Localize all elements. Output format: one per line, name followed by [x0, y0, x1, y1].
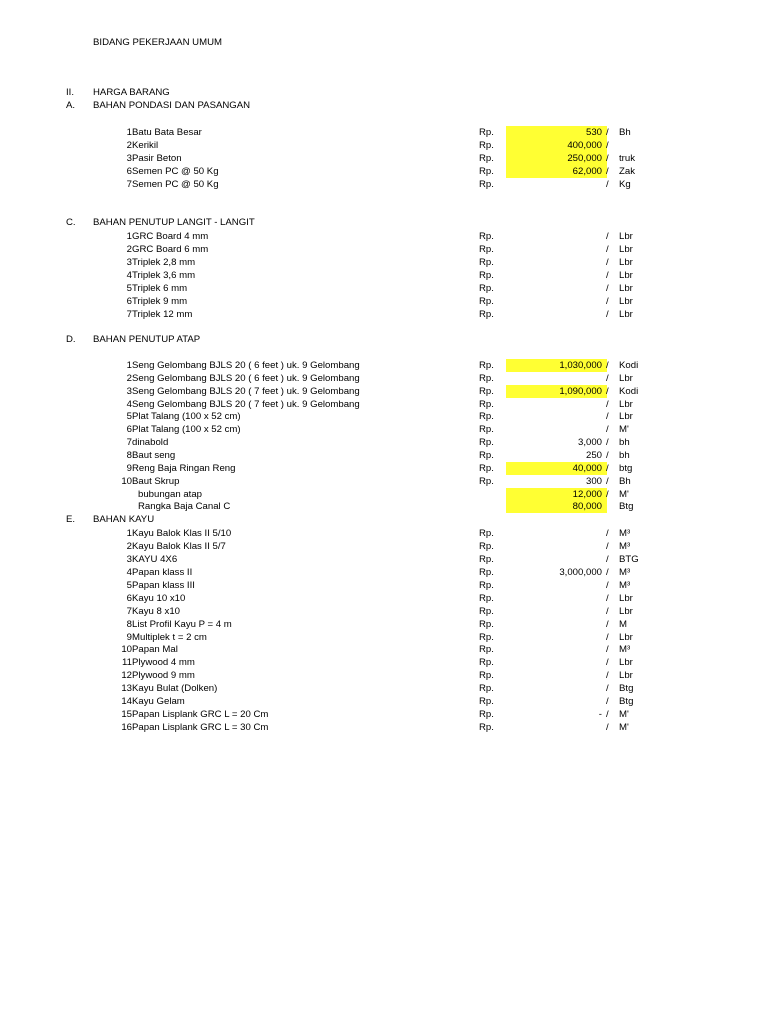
- table-row: [0, 643, 768, 656]
- per-separator: /: [606, 283, 609, 294]
- per-separator: /: [606, 179, 609, 190]
- item-unit: Lbr: [619, 606, 633, 617]
- item-name: Seng Gelombang BJLS 20 ( 7 feet ) uk. 9 Gelombang: [132, 386, 360, 397]
- table-row: [0, 436, 768, 449]
- section-a-label: A.: [66, 100, 76, 111]
- currency-label: Rp.: [479, 399, 494, 410]
- item-unit: Lbr: [619, 657, 633, 668]
- table-row: [0, 256, 768, 269]
- currency-label: Rp.: [479, 528, 494, 539]
- item-unit: M': [619, 709, 629, 720]
- item-number: 13: [121, 683, 132, 694]
- item-name: Seng Gelombang BJLS 20 ( 6 feet ) uk. 9 Gelombang: [132, 373, 360, 384]
- item-unit: M³: [619, 580, 631, 591]
- currency-label: Rp.: [479, 309, 494, 320]
- per-separator: /: [606, 593, 609, 604]
- item-number: 6: [126, 166, 132, 177]
- item-number: 16: [121, 722, 132, 733]
- item-number: 7: [126, 437, 132, 448]
- item-number: 2: [126, 541, 132, 552]
- table-row: [0, 682, 768, 695]
- item-number: 2: [126, 140, 132, 151]
- currency-label: Rp.: [479, 463, 494, 474]
- item-price: 530: [585, 127, 602, 138]
- item-unit: M³: [619, 567, 631, 578]
- per-separator: /: [606, 632, 609, 643]
- table-row: [0, 553, 768, 566]
- currency-label: Rp.: [479, 644, 494, 655]
- item-name: Kayu Gelam: [132, 696, 185, 707]
- item-name: Kayu 8 x10: [132, 606, 181, 617]
- currency-label: Rp.: [479, 386, 494, 397]
- item-name: Triplek 6 mm: [132, 283, 188, 294]
- table-row: [0, 462, 768, 475]
- per-separator: /: [606, 619, 609, 630]
- item-number: 9: [126, 463, 132, 474]
- per-separator: /: [606, 386, 609, 397]
- table-row: [0, 566, 768, 579]
- item-name: Reng Baja Ringan Reng: [132, 463, 236, 474]
- item-number: 2: [126, 373, 132, 384]
- per-separator: /: [606, 657, 609, 668]
- item-unit: M³: [619, 528, 631, 539]
- item-name: Triplek 9 mm: [132, 296, 188, 307]
- table-row: [0, 385, 768, 398]
- item-unit: Lbr: [619, 373, 633, 384]
- item-unit: btg: [619, 463, 633, 474]
- per-separator: /: [606, 644, 609, 655]
- table-row: [0, 695, 768, 708]
- table-row: [0, 721, 768, 734]
- currency-label: Rp.: [479, 632, 494, 643]
- per-separator: /: [606, 399, 609, 410]
- item-number: 2: [126, 244, 132, 255]
- item-price: 3,000: [577, 437, 602, 448]
- item-price: 40,000: [572, 463, 602, 474]
- item-unit: Lbr: [619, 231, 633, 242]
- item-price: 400,000: [567, 140, 602, 151]
- section-c-title: BAHAN PENUTUP LANGIT - LANGIT: [93, 217, 255, 228]
- per-separator: /: [606, 670, 609, 681]
- section-c-label: C.: [66, 217, 76, 228]
- item-unit: Lbr: [619, 309, 633, 320]
- currency-label: Rp.: [479, 683, 494, 694]
- item-price: 1,090,000: [559, 386, 602, 397]
- item-number: 3: [126, 153, 132, 164]
- table-row: [0, 605, 768, 618]
- per-separator: /: [606, 722, 609, 733]
- per-separator: /: [606, 450, 609, 461]
- item-name: GRC Board 6 mm: [132, 244, 209, 255]
- item-name: Multiplek t = 2 cm: [132, 632, 207, 643]
- item-number: 8: [126, 450, 132, 461]
- item-unit: bh: [619, 437, 630, 448]
- item-name: dinabold: [132, 437, 169, 448]
- item-number: 5: [126, 283, 132, 294]
- item-unit: M': [619, 489, 629, 500]
- item-name: Papan Lisplank GRC L = 30 Cm: [132, 722, 269, 733]
- per-separator: /: [606, 231, 609, 242]
- item-number: 11: [122, 657, 132, 668]
- currency-label: Rp.: [479, 283, 494, 294]
- table-row: [0, 308, 768, 321]
- item-name: bubungan atap: [138, 489, 203, 500]
- currency-label: Rp.: [479, 476, 494, 487]
- item-unit: BTG: [619, 554, 639, 565]
- currency-label: Rp.: [479, 606, 494, 617]
- item-name: Triplek 2,8 mm: [132, 257, 196, 268]
- item-unit: M': [619, 722, 629, 733]
- per-separator: /: [606, 127, 609, 138]
- table-row: [0, 243, 768, 256]
- item-unit: M: [619, 619, 627, 630]
- item-name: Semen PC @ 50 Kg: [132, 166, 219, 177]
- item-number: 8: [126, 619, 132, 630]
- item-unit: Btg: [619, 683, 634, 694]
- item-name: Baut seng: [132, 450, 176, 461]
- item-unit: Lbr: [619, 244, 633, 255]
- table-row: [0, 178, 768, 191]
- item-unit: Lbr: [619, 632, 633, 643]
- currency-label: Rp.: [479, 437, 494, 448]
- table-row: [0, 282, 768, 295]
- table-row: [0, 423, 768, 436]
- per-separator: /: [606, 554, 609, 565]
- currency-label: Rp.: [479, 127, 494, 138]
- per-separator: /: [606, 541, 609, 552]
- table-row: [0, 592, 768, 605]
- item-number: 6: [126, 593, 132, 604]
- currency-label: Rp.: [479, 153, 494, 164]
- currency-label: Rp.: [479, 296, 494, 307]
- currency-label: Rp.: [479, 696, 494, 707]
- per-separator: /: [606, 683, 609, 694]
- per-separator: /: [606, 153, 609, 164]
- item-price: 12,000: [572, 489, 602, 500]
- item-name: Kayu Balok Klas II 5/10: [132, 528, 232, 539]
- table-row: [0, 359, 768, 372]
- item-unit: Lbr: [619, 270, 633, 281]
- item-number: 4: [126, 270, 132, 281]
- item-number: 5: [126, 411, 132, 422]
- section-ii-label: II.: [66, 87, 74, 98]
- table-row: [0, 669, 768, 682]
- item-unit: M': [619, 424, 629, 435]
- item-number: 10: [121, 644, 132, 655]
- item-unit: Lbr: [619, 411, 633, 422]
- currency-label: Rp.: [479, 424, 494, 435]
- item-name: Papan klass II: [132, 567, 193, 578]
- item-number: 7: [126, 606, 132, 617]
- per-separator: /: [606, 709, 609, 720]
- per-separator: /: [606, 463, 609, 474]
- item-name: Kayu Balok Klas II 5/7: [132, 541, 226, 552]
- currency-label: Rp.: [479, 411, 494, 422]
- item-price: 250: [585, 450, 602, 461]
- table-row: [0, 295, 768, 308]
- item-name: Plat Talang (100 x 52 cm): [132, 411, 241, 422]
- item-name: Papan Mal: [132, 644, 178, 655]
- item-name: Kerikil: [132, 140, 159, 151]
- item-unit: Kg: [619, 179, 631, 190]
- item-number: 1: [126, 231, 132, 242]
- item-number: 9: [126, 632, 132, 643]
- section-d-title: BAHAN PENUTUP ATAP: [93, 334, 201, 345]
- table-row: [0, 152, 768, 165]
- per-separator: /: [606, 696, 609, 707]
- item-name: Papan Lisplank GRC L = 20 Cm: [132, 709, 269, 720]
- table-row: [0, 269, 768, 282]
- item-number: 3: [126, 554, 132, 565]
- per-separator: /: [606, 140, 609, 151]
- per-separator: /: [606, 411, 609, 422]
- item-number: 7: [126, 179, 132, 190]
- currency-label: Rp.: [479, 580, 494, 591]
- item-name: Kayu 10 x10: [132, 593, 186, 604]
- page-title: BIDANG PEKERJAAN UMUM: [93, 37, 223, 48]
- item-name: Papan klass III: [132, 580, 195, 591]
- currency-label: Rp.: [479, 373, 494, 384]
- per-separator: /: [606, 244, 609, 255]
- currency-label: Rp.: [479, 541, 494, 552]
- item-number: 4: [126, 567, 132, 578]
- item-unit: Lbr: [619, 283, 633, 294]
- per-separator: /: [606, 606, 609, 617]
- table-row: [0, 618, 768, 631]
- per-separator: /: [606, 567, 609, 578]
- currency-label: Rp.: [479, 360, 494, 371]
- item-name: Triplek 3,6 mm: [132, 270, 196, 281]
- per-separator: /: [606, 437, 609, 448]
- item-name: GRC Board 4 mm: [132, 231, 209, 242]
- section-a-title: BAHAN PONDASI DAN PASANGAN: [93, 100, 251, 111]
- section-d-label: D.: [66, 334, 76, 345]
- table-row: [0, 139, 768, 152]
- item-unit: Lbr: [619, 257, 633, 268]
- item-number: 10: [121, 476, 132, 487]
- item-unit: Lbr: [619, 670, 633, 681]
- item-number: 15: [121, 709, 132, 720]
- item-number: 3: [126, 386, 132, 397]
- item-name: Triplek 12 mm: [132, 309, 193, 320]
- table-row: [0, 449, 768, 462]
- currency-label: Rp.: [479, 567, 494, 578]
- item-unit: Bh: [619, 127, 631, 138]
- item-name: Plat Talang (100 x 52 cm): [132, 424, 241, 435]
- table-row: [0, 500, 768, 513]
- per-separator: /: [606, 166, 609, 177]
- item-number: 12: [121, 670, 132, 681]
- item-unit: Bh: [619, 476, 631, 487]
- per-separator: /: [606, 296, 609, 307]
- table-row: [0, 372, 768, 385]
- per-separator: /: [606, 373, 609, 384]
- table-row: [0, 126, 768, 139]
- item-unit: Kodi: [619, 360, 639, 371]
- table-row: [0, 230, 768, 243]
- currency-label: Rp.: [479, 657, 494, 668]
- item-number: 1: [126, 528, 132, 539]
- item-unit: M³: [619, 644, 631, 655]
- section-ii-title: HARGA BARANG: [93, 87, 170, 98]
- item-price: 250,000: [567, 153, 602, 164]
- currency-label: Rp.: [479, 257, 494, 268]
- item-price: 1,030,000: [559, 360, 602, 371]
- per-separator: /: [606, 528, 609, 539]
- item-name: Batu Bata Besar: [132, 127, 202, 138]
- item-name: Baut Skrup: [132, 476, 180, 487]
- item-name: Seng Gelombang BJLS 20 ( 6 feet ) uk. 9 Gelombang: [132, 360, 360, 371]
- item-unit: Lbr: [619, 593, 633, 604]
- currency-label: Rp.: [479, 231, 494, 242]
- per-separator: /: [606, 257, 609, 268]
- item-name: Kayu Bulat (Dolken): [132, 683, 218, 694]
- item-price: 300: [585, 476, 602, 487]
- currency-label: Rp.: [479, 179, 494, 190]
- item-name: Semen PC @ 50 Kg: [132, 179, 219, 190]
- item-unit: Btg: [619, 696, 634, 707]
- per-separator: /: [606, 270, 609, 281]
- currency-label: Rp.: [479, 619, 494, 630]
- item-name: Pasir Beton: [132, 153, 182, 164]
- per-separator: /: [606, 309, 609, 320]
- table-row: [0, 708, 768, 721]
- item-number: 6: [126, 424, 132, 435]
- item-name: KAYU 4X6: [132, 554, 178, 565]
- item-unit: M³: [619, 541, 631, 552]
- item-name: List Profil Kayu P = 4 m: [132, 619, 232, 630]
- currency-label: Rp.: [479, 709, 494, 720]
- per-separator: /: [606, 424, 609, 435]
- currency-label: Rp.: [479, 140, 494, 151]
- item-name: Seng Gelombang BJLS 20 ( 7 feet ) uk. 9 Gelombang: [132, 399, 360, 410]
- item-number: 3: [126, 257, 132, 268]
- item-number: 7: [126, 309, 132, 320]
- item-unit: Lbr: [619, 296, 633, 307]
- per-separator: /: [606, 489, 609, 500]
- item-number: 1: [126, 360, 132, 371]
- table-row: [0, 579, 768, 592]
- item-unit: Lbr: [619, 399, 633, 410]
- currency-label: Rp.: [479, 554, 494, 565]
- currency-label: Rp.: [479, 670, 494, 681]
- item-unit: Kodi: [619, 386, 639, 397]
- item-name: Plywood 4 mm: [132, 657, 195, 668]
- item-number: 4: [126, 399, 132, 410]
- item-name: Rangka Baja Canal C: [138, 501, 231, 512]
- item-price: -: [598, 709, 602, 720]
- section-e-label: E.: [66, 514, 76, 525]
- item-unit: bh: [619, 450, 630, 461]
- item-price: 3,000,000: [559, 567, 602, 578]
- item-number: 5: [126, 580, 132, 591]
- table-row: [0, 165, 768, 178]
- item-number: 14: [121, 696, 132, 707]
- table-row: [0, 475, 768, 488]
- item-number: 6: [126, 296, 132, 307]
- item-unit: Zak: [619, 166, 635, 177]
- section-e-title: BAHAN KAYU: [93, 514, 155, 525]
- item-name: Plywood 9 mm: [132, 670, 195, 681]
- item-price: 80,000: [572, 501, 602, 512]
- per-separator: /: [606, 360, 609, 371]
- currency-label: Rp.: [479, 450, 494, 461]
- currency-label: Rp.: [479, 166, 494, 177]
- currency-label: Rp.: [479, 244, 494, 255]
- currency-label: Rp.: [479, 722, 494, 733]
- per-separator: /: [606, 580, 609, 591]
- per-separator: /: [606, 476, 609, 487]
- currency-label: Rp.: [479, 270, 494, 281]
- currency-label: Rp.: [479, 593, 494, 604]
- table-row: [0, 656, 768, 669]
- table-row: [0, 527, 768, 540]
- table-row: [0, 540, 768, 553]
- item-number: 1: [126, 127, 132, 138]
- item-unit: Btg: [619, 501, 634, 512]
- table-row: [0, 410, 768, 423]
- item-unit: truk: [619, 153, 635, 164]
- item-price: 62,000: [572, 166, 602, 177]
